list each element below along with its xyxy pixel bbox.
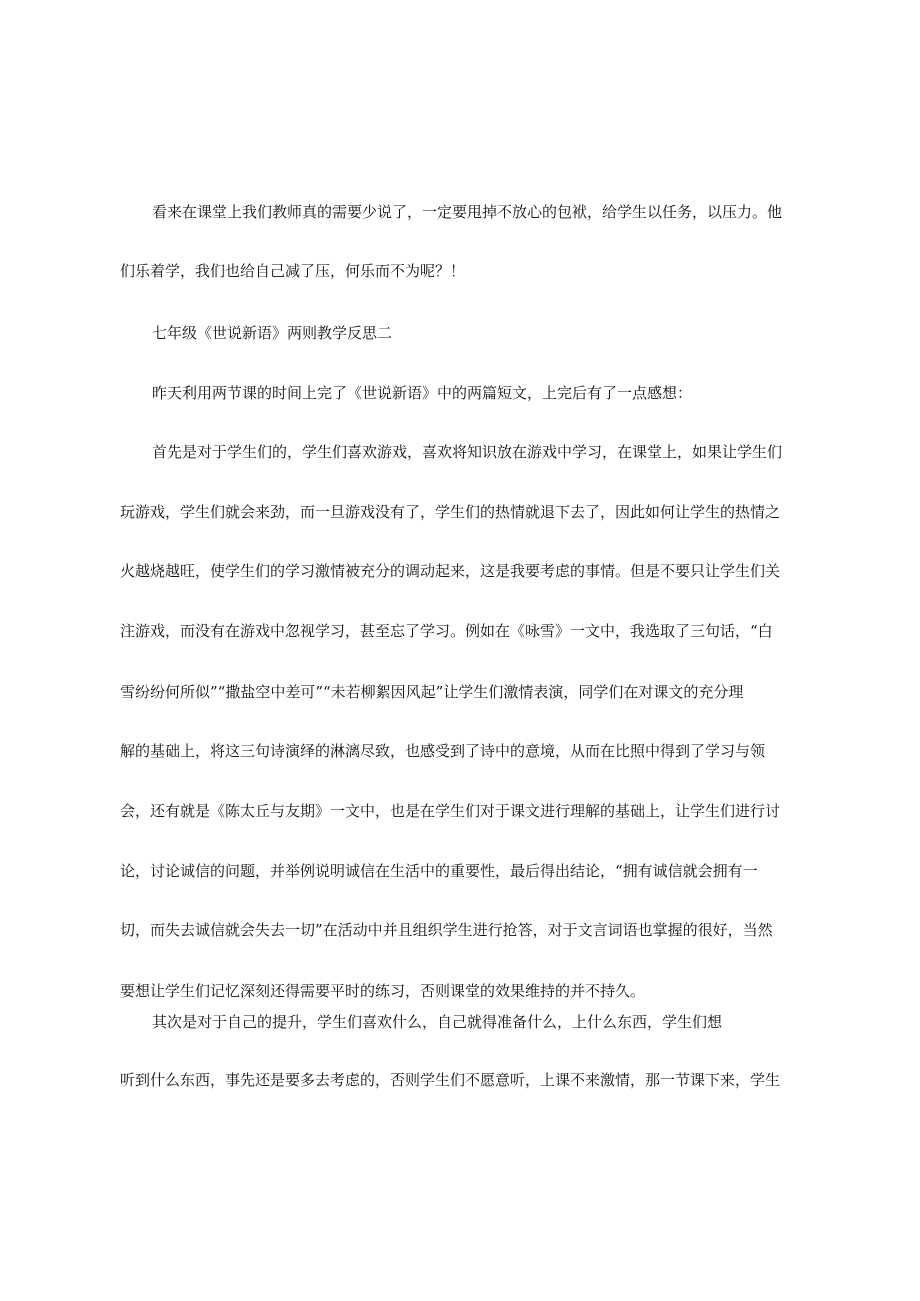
paragraph-line: 其次是对于自己的提升，学生们喜欢什么，自己就得准备什么，上什么东西，学生们想 <box>152 1013 723 1031</box>
paragraph-line: 要想让学生们记忆深刻还得需要平时的练习，否则课堂的效果维持的并不持久。 <box>120 982 646 1000</box>
paragraph-line: 火越烧越旺，使学生们的学习激情被充分的调动起来，这是我要考虑的事情。但是不要只让学生们关 <box>120 562 781 580</box>
paragraph-line: 解的基础上，将这三句诗演绎的淋漓尽致，也感受到了诗中的意境，从而在比照中得到了学习与领 <box>120 742 766 760</box>
paragraph-line: 首先是对于学生们的，学生们喜欢游戏，喜欢将知识放在游戏中学习，在课堂上，如果让学生们 <box>152 443 783 461</box>
paragraph-line: 论，讨论诚信的问题，并举例说明诚信在生活中的重要性，最后得出结论，“拥有诚信就会拥有一 <box>120 862 758 880</box>
paragraph-line: 会，还有就是《陈太丘与友期》一文中，也是在学生们对于课文进行理解的基础上，让学生们进行讨 <box>120 802 781 820</box>
paragraph-line: 们乐着学，我们也给自己减了压，何乐而不为呢？！ <box>120 262 466 280</box>
section-heading: 七年级《世说新语》两则教学反思二 <box>152 324 393 342</box>
paragraph-line: 注游戏，而没有在游戏中忽视学习，甚至忘了学习。例如在《咏雪》一文中，我选取了三句话，“白 <box>120 622 773 640</box>
paragraph-line: 玩游戏，学生们就会来劲，而一旦游戏没有了，学生们的热情就退下去了，因此如何让学生的热情之 <box>120 503 781 521</box>
paragraph-line: 听到什么东西，事先还是要多去考虑的，否则学生们不愿意听，上课不来激情，那一节课下来，学生 <box>120 1071 781 1089</box>
paragraph-line: 看来在课堂上我们教师真的需要少说了，一定要甩掉不放心的包袱，给学生以任务，以压力。他 <box>152 203 783 221</box>
paragraph-line: 切，而失去诚信就会失去一切”在活动中并且组织学生进行抢答，对于文言词语也掌握的很好，当然 <box>120 921 773 939</box>
paragraph-line: 昨天利用两节课的时间上完了《世说新语》中的两篇短文，上完后有了一点感想： <box>152 384 693 402</box>
paragraph-line: 雪纷纷何所似”“撒盐空中差可”“未若柳絮因风起”让学生们激情表演，同学们在对课文的充分理 <box>120 683 744 701</box>
